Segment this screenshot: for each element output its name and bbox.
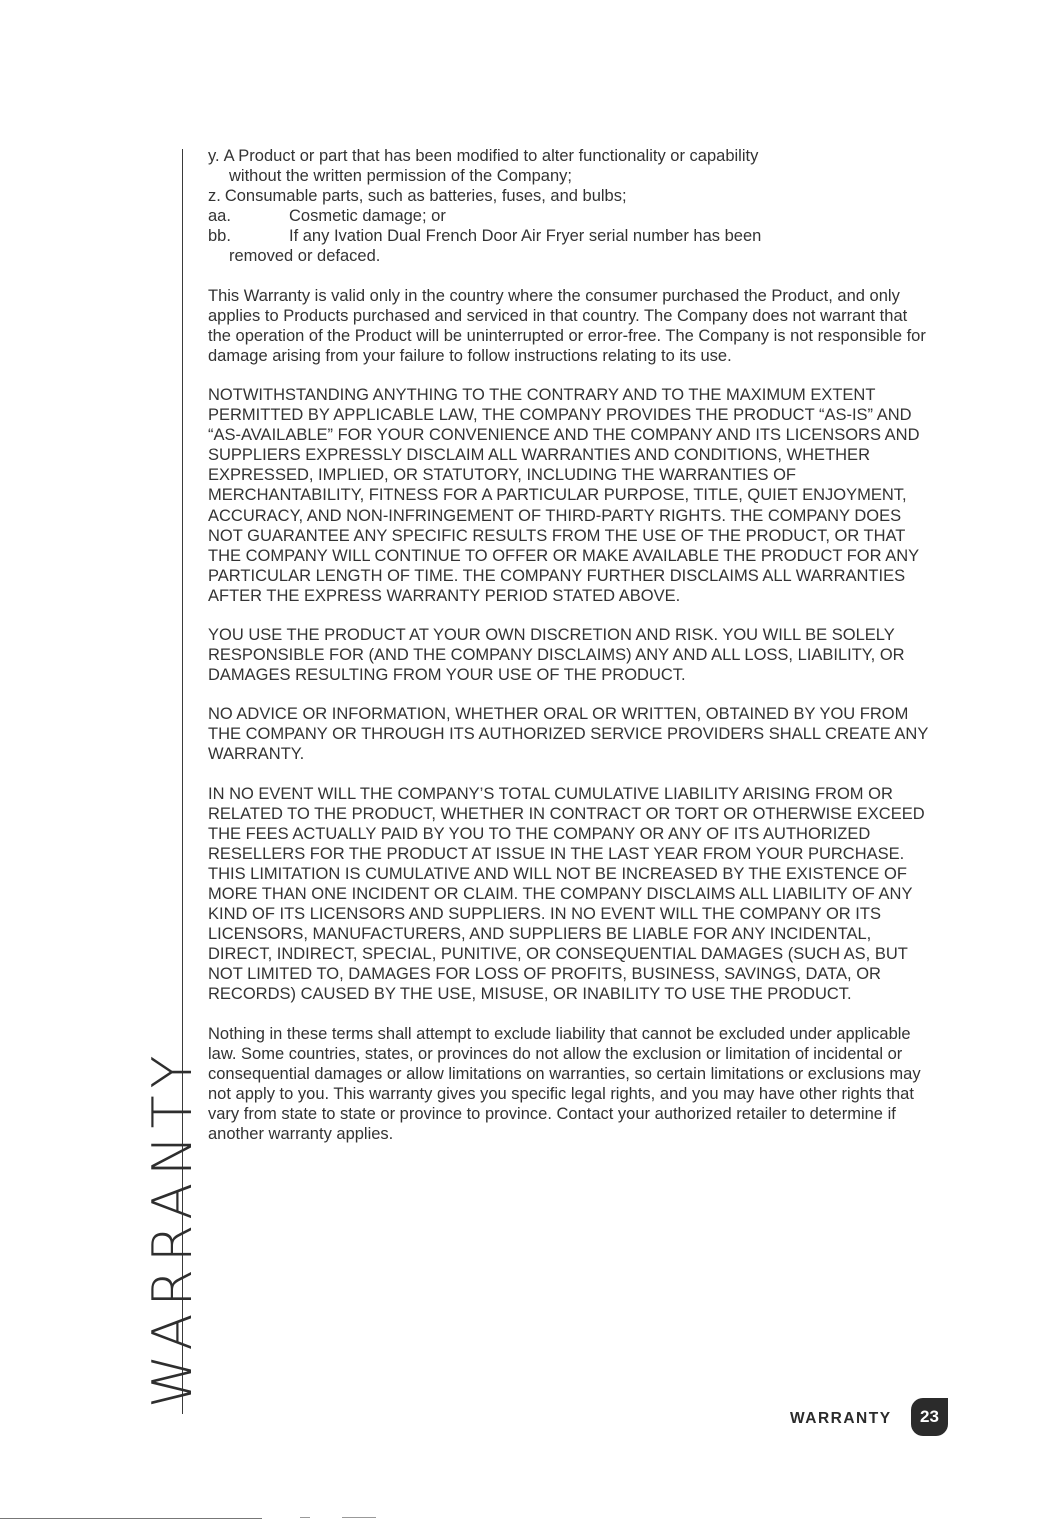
- list-item: [208, 206, 934, 226]
- list-label: y.: [208, 147, 220, 165]
- bottom-edge-mark: [300, 1517, 310, 1518]
- side-section-title: WARRANTY: [141, 1048, 204, 1408]
- list-label: z.: [208, 187, 221, 206]
- paragraph-disclaimer: NOTWITHSTANDING ANYTHING TO THE CONTRARY AND TO THE MAXIMUM EXTENT PERMITTED BY APPLICABLE LAW, THE COMPANY PROVIDES THE PRODUCT “AS-IS” AND “AS-AVAILABLE” FOR YOUR CONVENIENCE AND THE COMPANY AND ITS LICENSORS AND SUPPLIERS EXPRESSLY DISCLAIM ALL WARRANTIES AND CONDITIONS, WHETHER EXPRESSED, IMPLIED, OR STATUTORY, INCLUDING THE WARRANTIES OF MERCHANTABILITY, FITNESS FOR A PARTICULAR PURPOSE, TITLE, QUIET ENJOYMENT, ACCURACY, AND NON-INFRINGEMENT OF THIRD-PARTY RIGHTS. THE COMPANY DOES NOT GUARANTEE ANY SPECIFIC RESULTS FROM THE USE OF THE PRODUCT, OR THAT THE COMPANY WILL CONTINUE TO OFFER OR MAKE AVAILABLE THE PRODUCT FOR ANY PARTICULAR LENGTH OF TIME. THE COMPANY FURTHER DISCLAIMS ALL WARRANTIES AFTER THE EXPRESS WARRANTY PERIOD STATED ABOVE.: [208, 385, 920, 605]
- paragraph-validity: This Warranty is valid only in the country where the consumer purchased the Product, and only applies to Products purchased and serviced in that country. The Company does not warrant that the operation of the Product will be uninterrupted or error-free. The Company is not responsible for damage arising from your failure to follow instructions relating to its use.: [208, 286, 926, 365]
- page-number-badge: 23: [911, 1398, 948, 1436]
- list-text-continued: removed or defaced.: [229, 247, 381, 266]
- list-text: If any Ivation Dual French Door Air Fryer serial number has been: [289, 227, 762, 246]
- bottom-edge-mark: [342, 1517, 376, 1518]
- footer-section-label: WARRANTY: [790, 1410, 892, 1427]
- paragraph-risk: YOU USE THE PRODUCT AT YOUR OWN DISCRETION AND RISK. YOU WILL BE SOLELY RESPONSIBLE FOR (AND THE COMPANY DISCLAIMS) ANY AND ALL LOSS, LIABILITY, OR DAMAGES RESULTING FROM YOUR USE OF THE PRODUCT.: [208, 625, 905, 685]
- list-text: Consumable parts, such as batteries, fuses, and bulbs;: [224, 187, 627, 206]
- warranty-text: [208, 146, 934, 1144]
- exclusion-list: [208, 146, 934, 267]
- list-item: [208, 146, 934, 186]
- list-item: [208, 226, 934, 266]
- list-text: A Product or part that has been modified to alter functionality or capability: [223, 147, 759, 165]
- list-text-continued: without the written permission of the Company;: [229, 167, 572, 186]
- list-text: Cosmetic damage; or: [289, 207, 446, 226]
- list-label: aa.: [208, 207, 231, 226]
- list-item: [208, 186, 934, 206]
- list-label: bb.: [208, 227, 231, 246]
- bottom-edge-line: [0, 1518, 262, 1519]
- paragraph-legal-rights: Nothing in these terms shall attempt to exclude liability that cannot be excluded under applicable law. Some countries, states, or provinces do not allow the exclusion or limitation of incidental or consequential damages or allow limitations on warranties, so certain limitations or exclusions may not apply to you. This warranty gives you specific legal rights, and you may have other rights that vary from state to state or province to province. Contact your authorized retailer to determine if another warranty applies.: [208, 1024, 921, 1144]
- paragraph-liability: IN NO EVENT WILL THE COMPANY’S TOTAL CUMULATIVE LIABILITY ARISING FROM OR RELATED TO THE PRODUCT, WHETHER IN CONTRACT OR TORT OR OTHERWISE EXCEED THE FEES ACTUALLY PAID BY YOU TO THE COMPANY OR ANY OF ITS AUTHORIZED RESELLERS FOR THE PRODUCT AT ISSUE IN THE LAST YEAR FROM YOUR PURCHASE. THIS LIMITATION IS CUMULATIVE AND WILL NOT BE INCREASED BY THE EXISTENCE OF MORE THAN ONE INCIDENT OR CLAIM. THE COMPANY DISCLAIMS ALL LIABILITY OF ANY KIND OF ITS LICENSORS AND SUPPLIERS. IN NO EVENT WILL THE COMPANY OR ITS LICENSORS, MANUFACTURERS, AND SUPPLIERS BE LIABLE FOR ANY INCIDENTAL, DIRECT, INDIRECT, SPECIAL, PUNITIVE, OR CONSEQUENTIAL DAMAGES (SUCH AS, BUT NOT LIMITED TO, DAMAGES FOR LOSS OF PROFITS, BUSINESS, SAVINGS, DATA, OR RECORDS) CAUSED BY THE USE, MISUSE, OR INABILITY TO USE THE PRODUCT.: [208, 784, 925, 1004]
- paragraph-no-advice: NO ADVICE OR INFORMATION, WHETHER ORAL OR WRITTEN, OBTAINED BY YOU FROM THE COMPANY OR THROUGH ITS AUTHORIZED SERVICE PROVIDERS SHALL CREATE ANY WARRANTY.: [208, 705, 929, 764]
